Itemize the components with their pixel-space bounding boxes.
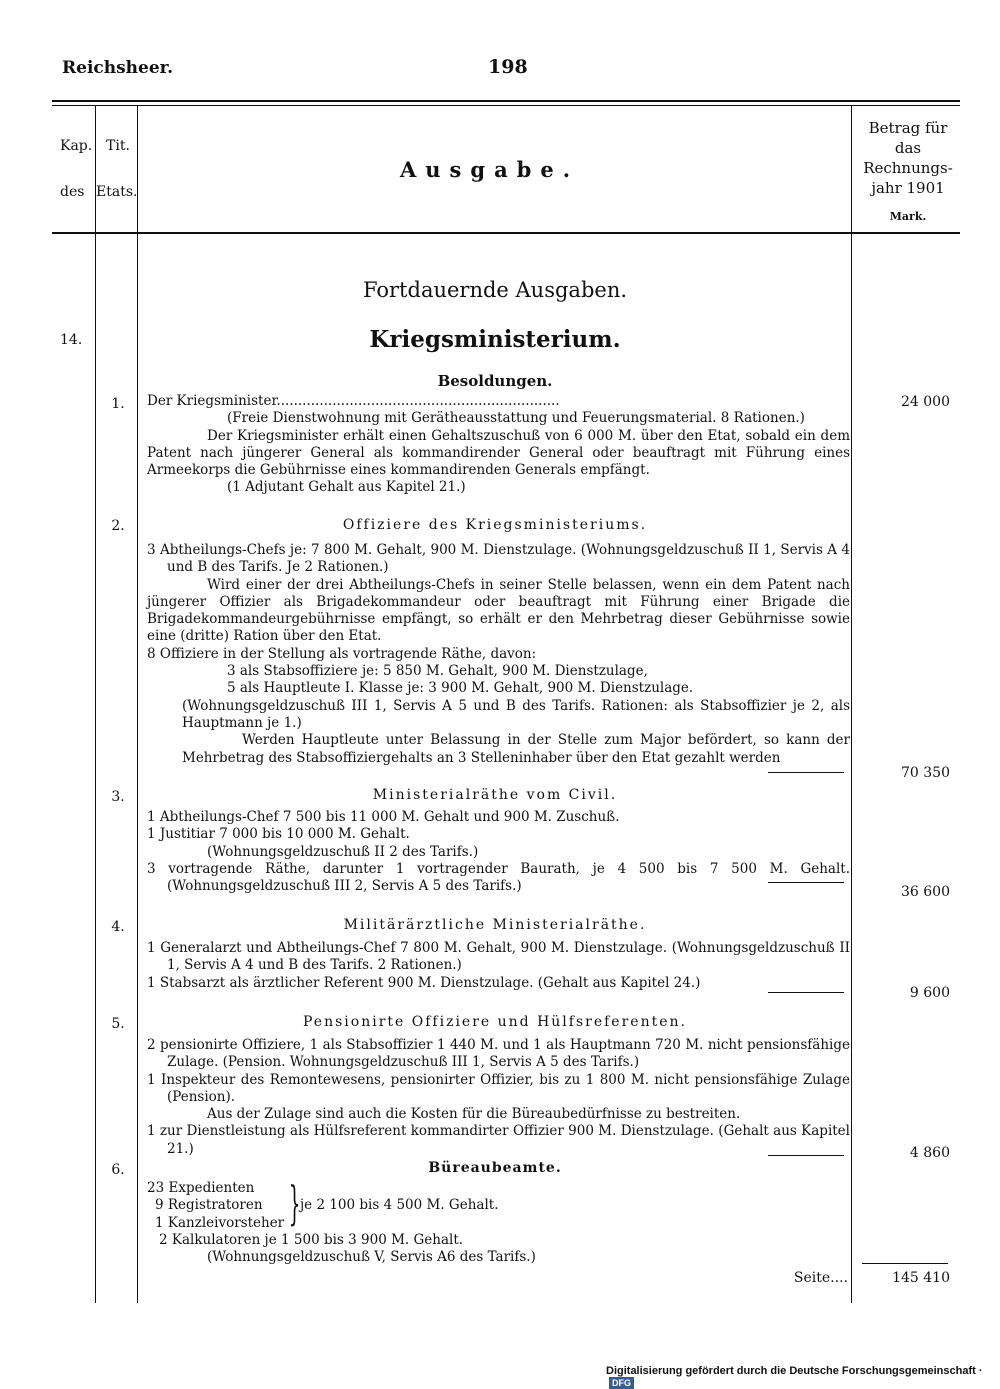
amount: 36 600	[901, 884, 950, 900]
subsection-title: Besoldungen.	[437, 372, 553, 390]
text-line: (Wohnungsgeldzuschuß V, Servis A6 des Tarifs.)	[207, 1249, 536, 1266]
column-header-kap: Kap.	[60, 138, 93, 154]
item-text	[147, 1232, 850, 1267]
titel-number: 5.	[111, 1016, 125, 1032]
section-title: Fortdauernde Ausgaben.	[362, 278, 628, 302]
total-rule	[862, 1263, 948, 1264]
item-heading: Büreaubeamte.	[428, 1160, 562, 1176]
col-divider-amount	[851, 105, 852, 1303]
subtotal-rule	[768, 1155, 844, 1156]
item-heading: Pensionirte Offiziere und Hülfsreferenten.	[303, 1014, 687, 1030]
kapitel-title: Kriegsministerium.	[369, 326, 621, 353]
column-header-currency: Mark.	[889, 210, 927, 223]
subtotal-rule	[768, 882, 844, 883]
text-line: 2 pensionirte Offiziere, 1 als Stabsoffizier 1 440 M. und 1 als Hauptmann 720 M. nicht pensionsfähige Zulage. (Pension. Wohnungsgeldzuschuß III 1, Servis A 5 des Tarifs.)	[147, 1037, 850, 1071]
text-line: 5 als Hauptleute I. Klasse je: 3 900 M. Gehalt, 900 M. Dienstzulage.	[227, 680, 694, 697]
text-line: (Freie Dienstwohnung mit Gerätheausstattung und Feuerungsmaterial. 8 Rationen.)	[227, 410, 805, 427]
page-number: 198	[488, 56, 528, 78]
list-item: 9 Registratoren	[155, 1197, 263, 1214]
amount: 9 600	[909, 985, 950, 1001]
text-line: 2 Kalkulatoren je 1 500 bis 3 900 M. Gehalt.	[159, 1232, 464, 1248]
text-line: 3 vortragende Räthe, darunter 1 vortragender Baurath, je 4 500 bis 7 500 M. Gehalt. (Wohnungsgeldzuschuß III 2, Servis A 5 des Tarifs.)	[147, 860, 850, 895]
col-divider-tit	[137, 105, 138, 1303]
text-line: 1 Justitiar 7 000 bis 10 000 M. Gehalt.	[147, 826, 410, 843]
list-item: 23 Expedienten	[147, 1180, 255, 1196]
text-line: 1 Stabsarzt als ärztlicher Referent 900 M. Dienstzulage. (Gehalt aus Kapitel 24.)	[147, 974, 701, 991]
top-double-rule	[52, 100, 960, 102]
text-line: (1 Adjutant Gehalt aus Kapitel 21.)	[227, 479, 466, 496]
amount: 24 000	[901, 394, 950, 410]
text-line: 1 Inspekteur des Remontewesens, pensionirter Offizier, bis zu 1 800 M. nicht pensionsfähige Zulage (Pension).	[147, 1071, 850, 1105]
list-item: 1 Kanzleivorsteher	[155, 1214, 285, 1231]
item-text	[147, 940, 850, 992]
text-line: 1 Abtheilungs-Chef 7 500 bis 11 000 M. Gehalt und 900 M. Zuschuß.	[147, 809, 620, 825]
titel-number: 4.	[111, 919, 125, 935]
page-total-amount: 145 410	[892, 1270, 950, 1286]
text-line: 3 als Stabsoffiziere je: 5 850 M. Gehalt, 900 M. Dienstzulage,	[227, 663, 648, 680]
titel-number: 3.	[111, 789, 125, 805]
footer-text: Digitalisierung gefördert durch die Deutsche Forschungsgemeinschaft ·	[606, 1365, 983, 1377]
titel-number: 6.	[111, 1162, 125, 1178]
item-heading: Militärärztliche Ministerialräthe.	[343, 917, 647, 933]
text-line: Aus der Zulage sind auch die Kosten für die Büreaubedürfnisse zu bestreiten.	[207, 1106, 741, 1123]
text-line: Der Kriegsminister erhält einen Gehaltszuschuß von 6 000 M. über den Etat, sobald ein dem Patent nach jüngerer General als kommandirender General oder beauftragt mit Führung eines Armeekorps die Gebührnisse eines kommandirenden Generals empfängt.	[147, 427, 850, 479]
kapitel-number: 14.	[60, 332, 83, 348]
amount: 4 860	[909, 1145, 950, 1161]
text-line: Der Kriegsminister..................................................................	[147, 393, 560, 409]
text-line: (Wohnungsgeldzuschuß II 2 des Tarifs.)	[207, 843, 479, 860]
text-line: 1 Generalarzt und Abtheilungs-Chef 7 800 M. Gehalt, 900 M. Dienstzulage. (Wohnungsgeldzuschuß II 1, Servis A 4 und B des Tarifs. 2 Rationen.)	[147, 940, 850, 974]
column-header-etats: Etats.	[96, 184, 138, 200]
column-header-des: des	[60, 184, 85, 200]
titel-number: 1.	[111, 396, 125, 412]
amount: 70 350	[901, 765, 950, 781]
brace-icon: }	[288, 1176, 301, 1230]
text-line: 8 Offiziere in der Stellung als vortragende Räthe, davon:	[147, 645, 537, 662]
footer-credit	[606, 1365, 1000, 1389]
text-line: Wird einer der drei Abtheilungs-Chefs in seiner Stelle belassen, wenn ein dem Patent nach jüngerer Offizier als Brigadekommandeur oder beauftragt mit Führung einer Brigade die Brigadekommandeurgebührnisse empfängt, so erhält er den Mehrbetrag dieser Gebührnisse sowie eine (dritte) Ration über den Etat.	[147, 576, 850, 645]
item-text	[147, 809, 850, 895]
text-line: 1 zur Dienstleistung als Hülfsreferent kommandirter Offizier 900 M. Dienstzulage. (Gehalt aus Kapitel 21.)	[147, 1123, 850, 1157]
subtotal-rule	[768, 992, 844, 993]
item-heading: Offiziere des Kriegsministeriums.	[342, 517, 648, 533]
running-header: Reichsheer.	[62, 58, 173, 78]
text-line: Werden Hauptleute unter Belassung in der Stelle zum Major befördert, so kann der Mehrbetrag des Stabsoffiziergehalts an 3 Stelleninhaber über den Etat gezahlt werden	[182, 732, 850, 766]
top-rule-thin	[52, 105, 960, 106]
header-bottom-rule	[52, 232, 960, 234]
item-heading: Ministerialräthe vom Civil.	[372, 787, 618, 803]
bracket-list	[147, 1180, 287, 1232]
column-header-title: Ausgabe.	[400, 157, 580, 182]
bracket-text: je 2 100 bis 4 500 M. Gehalt.	[300, 1197, 499, 1213]
titel-number: 2.	[111, 518, 125, 534]
item-text	[147, 1037, 850, 1158]
page-total-label: Seite....	[793, 1270, 848, 1286]
item-text	[147, 393, 850, 497]
dfg-logo: DFG	[609, 1377, 634, 1389]
subtotal-rule	[768, 772, 844, 773]
text-line: 3 Abtheilungs-Chefs je: 7 800 M. Gehalt, 900 M. Dienstzulage. (Wohnungsgeldzuschuß II 1, Servis A 4 und B des Tarifs. Je 2 Rationen.)	[147, 542, 850, 576]
col-divider-kap	[95, 105, 96, 1303]
column-header-tit: Tit.	[106, 138, 130, 154]
text-line: (Wohnungsgeldzuschuß III 1, Servis A 5 und B des Tarifs. Rationen: als Stabsoffizier je 2, als Hauptmann je 1.)	[182, 697, 850, 731]
column-header-betrag: Betrag für das Rechnungs-jahr 1901	[863, 119, 953, 197]
item-text	[147, 542, 850, 767]
